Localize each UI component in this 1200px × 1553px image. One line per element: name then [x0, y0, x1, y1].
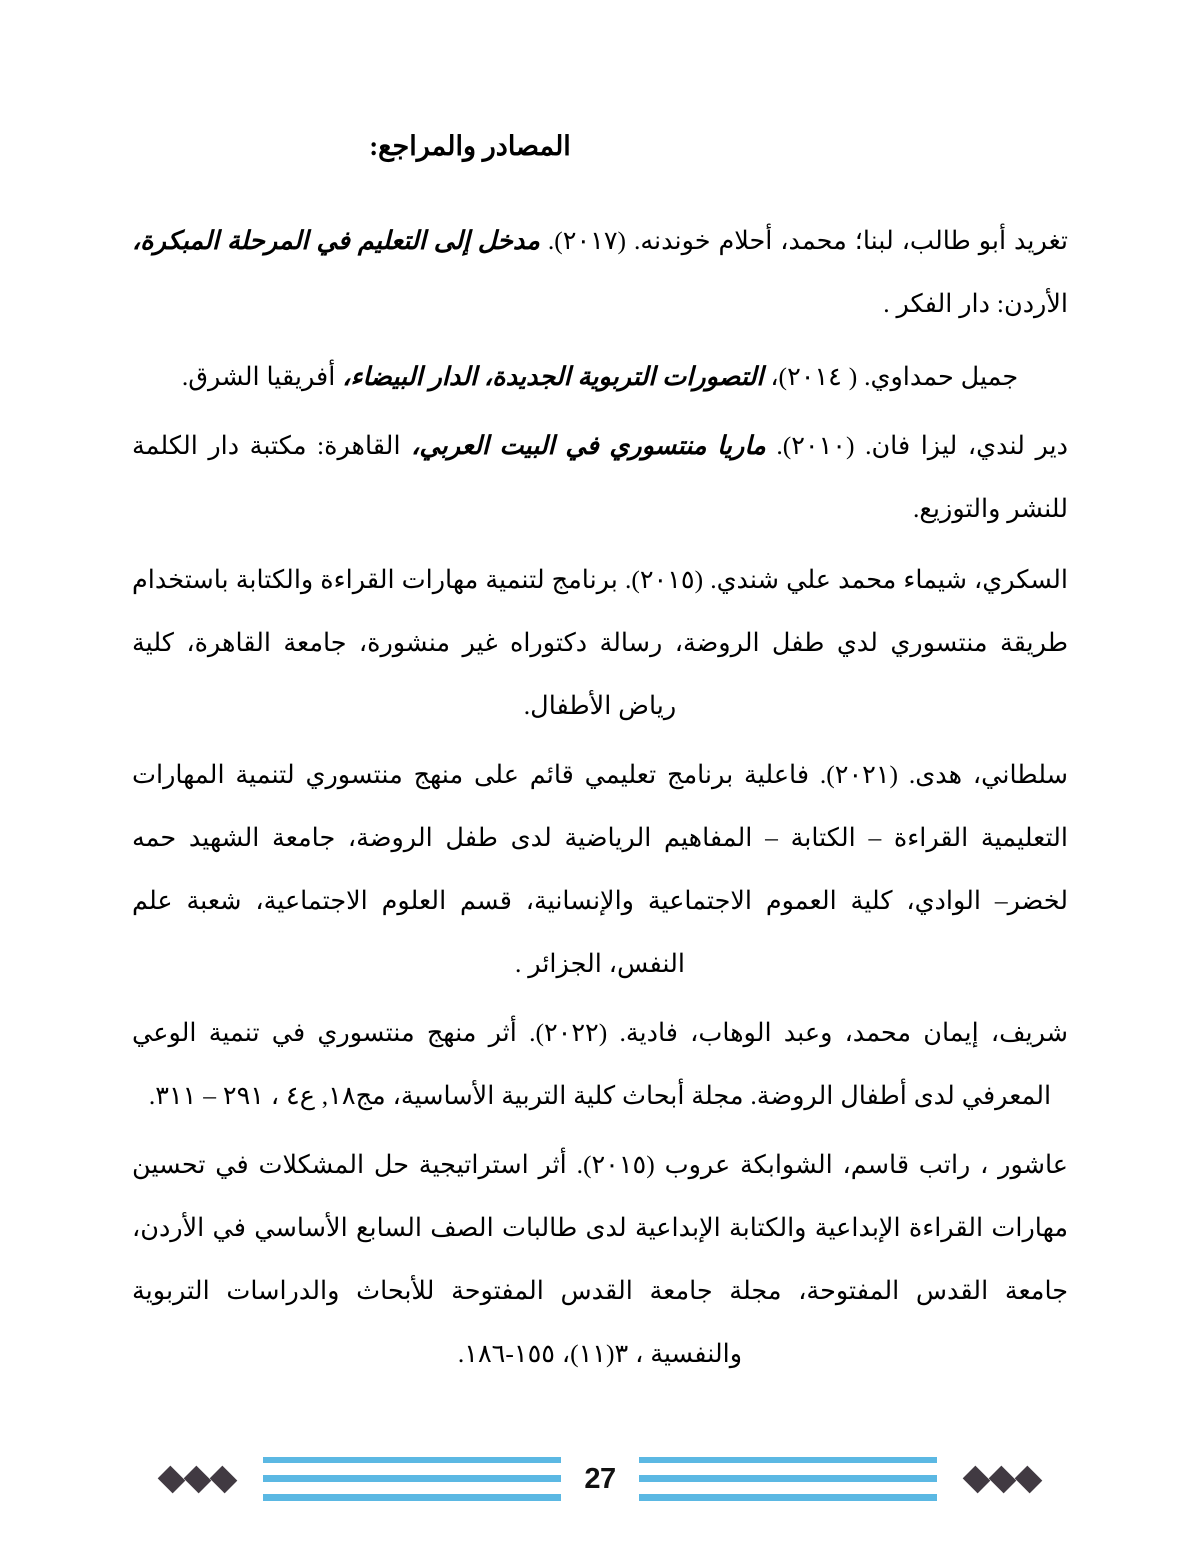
reference-6-year: (٢٠٢٢). [529, 1018, 608, 1048]
reference-6-source: مجلة أبحاث كلية التربية الأساسية، مج١٨, ع٤ ، ٢٩١ – ٣١١. [148, 1081, 744, 1111]
footer-rule [639, 1475, 937, 1482]
footer-rules-right [639, 1457, 937, 1501]
diamond-icon [963, 1465, 991, 1493]
reference-1-author: تغريد أبو طالب، لبنا؛ محمد، أحلام خوندنه. [634, 226, 1068, 256]
footer-diamonds-right [965, 1468, 1040, 1491]
footer-diamonds-left [160, 1468, 235, 1491]
diamond-icon [210, 1465, 238, 1493]
page-title: المصادر والمراجع: [369, 131, 571, 161]
reference-entry-7 [132, 1134, 1068, 1386]
reference-entry-1 [132, 210, 1068, 336]
diamond-icon [158, 1465, 186, 1493]
reference-3-title: ماريا منتسوري في البيت العربي، [411, 431, 766, 461]
reference-1-publisher: الأردن: دار الفكر . [883, 289, 1068, 319]
page-footer [0, 1447, 1200, 1511]
reference-entry-6 [132, 1002, 1068, 1128]
reference-2-author: جميل حمداوي. [864, 362, 1019, 392]
reference-5-year: (٢٠٢١). [819, 760, 899, 790]
reference-4-title: برنامج لتنمية مهارات القراءة والكتابة باستخدام طريقة منتسوري لدي طفل الروضة، رسالة دكتوراه غير منشورة، جامعة القاهرة، كلية رياض الأطفال. [132, 565, 1068, 721]
reference-entry-5 [132, 744, 1068, 996]
footer-rule [263, 1475, 561, 1482]
footer-rule [639, 1494, 937, 1501]
reference-5-author: سلطاني، هدى. [908, 760, 1068, 790]
reference-3-year: (٢٠١٠). [776, 431, 855, 461]
reference-7-source: مجلة جامعة القدس المفتوحة للأبحاث والدراسات التربوية والنفسية ، ٣(١١)، ١٥٥-١٨٦. [132, 1276, 782, 1369]
reference-3-publisher: القاهرة: مكتبة دار الكلمة للنشر والتوزيع. [132, 431, 1068, 524]
reference-6-author: شريف، إيمان محمد، وعبد الوهاب، فادية. [619, 1018, 1069, 1048]
reference-2-publisher: أفريقيا الشرق. [181, 362, 336, 392]
reference-entry-2 [132, 346, 1068, 409]
reference-4-author: السكري، شيماء محمد علي شندي. [710, 565, 1068, 595]
reference-7-year: (٢٠١٥). [576, 1150, 655, 1180]
reference-5-title: فاعلية برنامج تعليمي قائم على منهج منتسوري لتنمية المهارات التعليمية القراءة – الكتابة – المفاهيم الرياضية لدى طفل الروضة، جامعة الشهيد حمه لخضر– الوادي، كلية العموم الاجتماعية والإنسانية، قسم العلوم الاجتماعية، شعبة علم النفس، الجزائر . [132, 760, 1068, 979]
footer-rule [263, 1494, 561, 1501]
reference-1-year: (٢٠١٧). [547, 226, 627, 256]
footer-rule [639, 1457, 937, 1463]
footer-rule [263, 1457, 561, 1463]
reference-7-author: عاشور ، راتب قاسم، الشوابكة عروب [664, 1150, 1069, 1180]
reference-2-title: التصورات التربوية الجديدة، الدار البيضاء، [342, 362, 764, 392]
page-number: 27 [584, 1462, 616, 1495]
reference-7-title: أثر استراتيجية حل المشكلات في تحسين مهارات القراءة الإبداعية والكتابة الإبداعية لدى طالبات الصف السابع الأساسي في الأردن، جامعة القدس المفتوحة، [132, 1150, 1068, 1306]
reference-6-title: أثر منهج منتسوري في تنمية الوعي المعرفي لدى أطفال الروضة. [132, 1018, 1052, 1111]
footer-rules-left [263, 1457, 561, 1501]
references-section [132, 128, 1068, 1386]
diamond-icon [184, 1465, 212, 1493]
reference-4-year: (٢٠١٥). [624, 565, 704, 595]
reference-2-year: ( ٢٠١٤)، [770, 362, 858, 392]
reference-entry-3 [132, 415, 1068, 541]
reference-entry-4 [132, 549, 1068, 738]
reference-1-title: مدخل إلى التعليم في المرحلة المبكرة، [132, 226, 540, 256]
reference-3-author: دير لندي، ليزا فان. [865, 431, 1069, 461]
diamond-icon [989, 1465, 1017, 1493]
diamond-icon [1015, 1465, 1043, 1493]
